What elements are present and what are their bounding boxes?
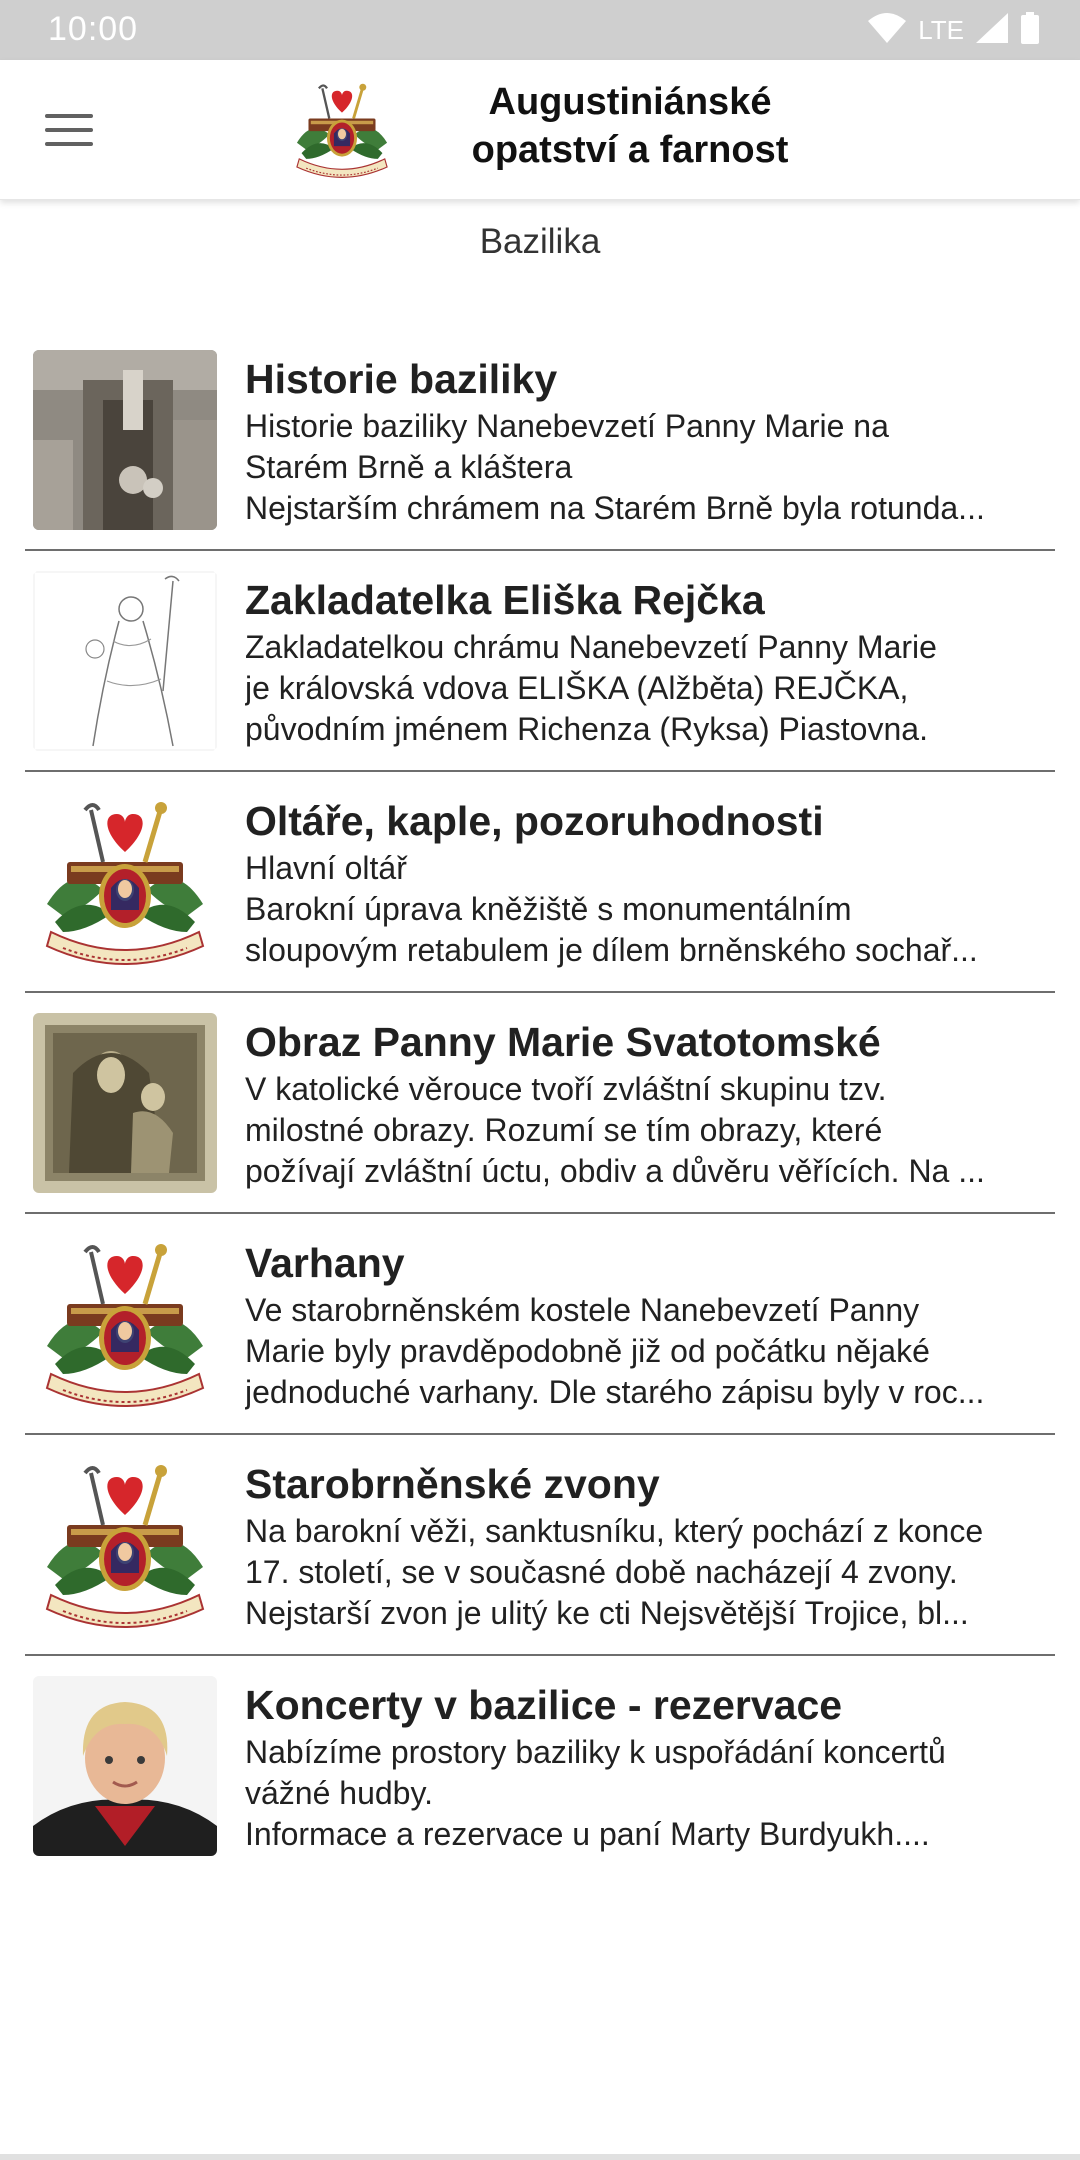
list-item-title: Koncerty v bazilice - rezervace	[245, 1682, 843, 1728]
founder-sketch-thumbnail	[33, 571, 217, 751]
list-item-zakladatelka[interactable]	[0, 551, 1080, 772]
description-line: Nabízíme prostory baziliky k uspořádání koncertů	[245, 1734, 946, 1770]
list-item-koncerty-rezervace[interactable]	[0, 1656, 1080, 1877]
description-line: vážné hudby.	[245, 1775, 433, 1811]
article-list	[0, 330, 1080, 1877]
description-line: Nejstarší zvon je ulitý ke cti Nejsvětější Trojice, bl...	[245, 1595, 969, 1631]
madonna-painting-thumbnail	[33, 1013, 217, 1193]
description-line: milostné obrazy. Rozumí se tím obrazy, které	[245, 1112, 883, 1148]
description-line: požívají zvláštní úctu, obdiv a důvěru věřících. Na ...	[245, 1153, 985, 1189]
list-item-text	[245, 573, 1055, 750]
list-item-description	[245, 406, 1055, 529]
list-item-historie-baziliky[interactable]	[0, 330, 1080, 551]
description-line: Marie byly pravděpodobně již od počátku nějaké	[245, 1333, 930, 1369]
description-line: Nejstarším chrámem na Starém Brně byla rotunda...	[245, 490, 985, 526]
description-line: Hlavní oltář	[245, 850, 407, 886]
list-item-description	[245, 1069, 1055, 1192]
description-line: V katolické věrouce tvoří zvláštní skupinu tzv.	[245, 1071, 887, 1107]
network-type-label: LTE	[918, 14, 964, 45]
list-item-text	[245, 794, 1055, 971]
status-icons	[868, 12, 1040, 48]
description-line: sloupovým retabulem je dílem brněnského sochař...	[245, 932, 978, 968]
signal-icon	[976, 13, 1008, 48]
description-line: Zakladatelkou chrámu Nanebevzetí Panny Marie	[245, 629, 937, 665]
list-item-varhany[interactable]	[0, 1214, 1080, 1435]
description-line: původním jménem Richenza (Ryksa) Piastovna.	[245, 711, 928, 747]
list-item-title: Historie baziliky	[245, 356, 558, 402]
list-item-title: Varhany	[245, 1240, 405, 1286]
list-item-title: Obraz Panny Marie Svatotomské	[245, 1019, 881, 1065]
excavation-photo-thumbnail	[33, 350, 217, 530]
wifi-icon	[868, 13, 906, 48]
list-item-text	[245, 1015, 1055, 1192]
list-item-text	[245, 1457, 1055, 1634]
app-title-line1: Augustiniánské	[488, 81, 772, 123]
list-item-title: Starobrněnské zvony	[245, 1461, 660, 1507]
description-line: Historie baziliky Nanebevzetí Panny Marie na	[245, 408, 889, 444]
battery-icon	[1020, 12, 1040, 49]
description-line: Starém Brně a kláštera	[245, 449, 573, 485]
section-title: Bazilika	[479, 222, 601, 261]
app-title	[440, 78, 820, 174]
list-item-oltare-kaple[interactable]	[0, 772, 1080, 993]
list-item-description	[245, 1511, 1055, 1634]
list-item-title: Zakladatelka Eliška Rejčka	[245, 577, 765, 623]
description-line: je královská vdova ELIŠKA (Alžběta) REJČKA,	[245, 670, 909, 706]
abbey-crest-thumbnail	[33, 1455, 217, 1635]
description-line: 17. století, se v současné době nacházejí 4 zvony.	[245, 1554, 958, 1590]
list-item-description	[245, 1290, 1055, 1413]
person-portrait-thumbnail	[33, 1676, 217, 1856]
list-item-starobrnenske-zvony[interactable]	[0, 1435, 1080, 1656]
abbey-crest-thumbnail	[33, 1234, 217, 1414]
list-item-title: Oltáře, kaple, pozoruhodnosti	[245, 798, 824, 844]
list-item-description	[245, 848, 1055, 971]
abbey-crest-thumbnail	[33, 792, 217, 972]
app-title-line2: opatství a farnost	[471, 129, 789, 171]
status-bar	[0, 0, 1080, 60]
list-item-description	[245, 627, 1055, 750]
description-line: Barokní úprava kněžiště s monumentálním	[245, 891, 852, 927]
description-line: jednoduché varhany. Dle starého zápisu byly v roc...	[245, 1374, 985, 1410]
list-item-text	[245, 1236, 1055, 1413]
list-item-text	[245, 352, 1055, 529]
description-line: Na barokní věži, sanktusníku, který pochází z konce	[245, 1513, 984, 1549]
description-line: Ve starobrněnském kostele Nanebevzetí Panny	[245, 1292, 920, 1328]
list-item-description	[245, 1732, 1055, 1855]
abbey-crest-logo	[272, 78, 412, 182]
app-bar	[0, 60, 1080, 200]
status-time: 10:00	[48, 10, 139, 48]
navigation-bar-edge	[0, 2154, 1080, 2160]
list-item-obraz-panny-marie[interactable]	[0, 993, 1080, 1214]
hamburger-menu-icon[interactable]	[30, 100, 110, 160]
description-line: Informace a rezervace u paní Marty Burdyukh....	[245, 1816, 930, 1852]
list-item-text	[245, 1678, 1055, 1855]
